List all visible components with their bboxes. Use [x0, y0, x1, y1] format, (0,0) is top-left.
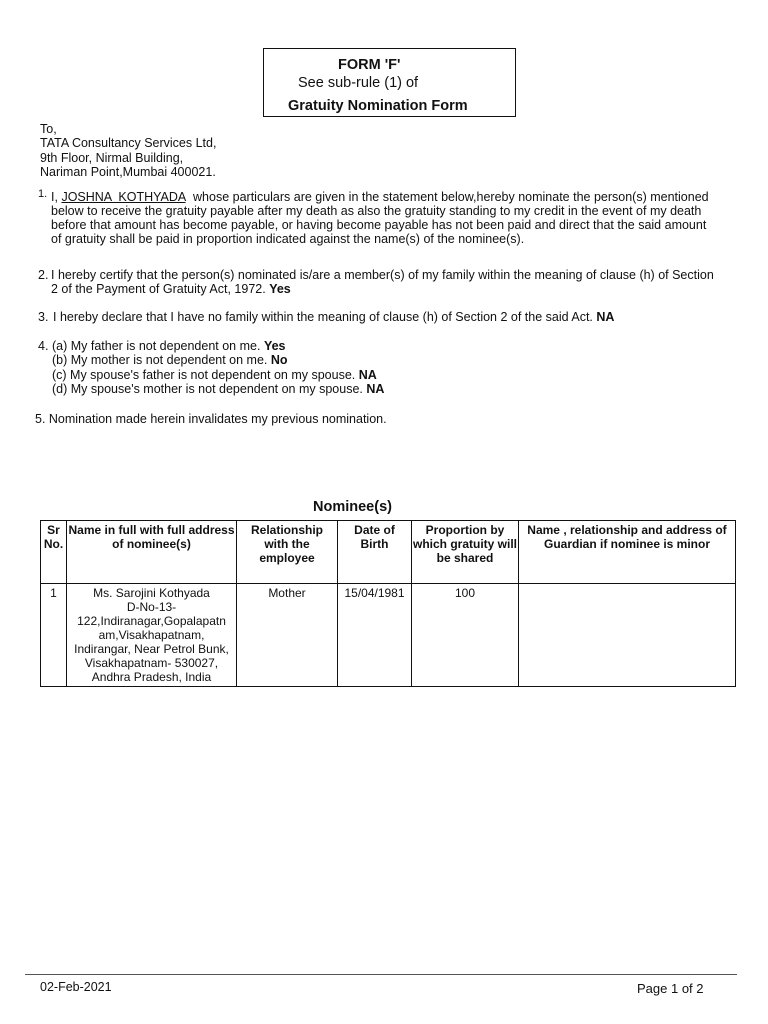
- header-guardian: Name , relationship and address of Guardian if nominee is minor: [519, 521, 736, 584]
- nominees-title: Nominee(s): [313, 499, 392, 515]
- statement-5: 5. Nomination made herein invalidates my previous nomination.: [35, 412, 387, 426]
- statement-4-item-answer: NA: [366, 382, 385, 396]
- cell-guardian: [519, 584, 736, 687]
- statement-4-item-text: (d) My spouse's mother is not dependent on my spouse.: [52, 382, 363, 396]
- statement-4-item-text: (a) My father is not dependent on me.: [52, 339, 261, 353]
- statement-1-line-1: [51, 190, 709, 205]
- name-line: Indirangar, Near Petrol Bunk,: [74, 642, 229, 656]
- address-line: To,: [40, 122, 57, 136]
- header-name: Name in full with full address of nominee(s): [67, 521, 237, 584]
- table-row: [41, 584, 736, 687]
- name-line: D-No-13-: [126, 600, 177, 614]
- statement-4-item: [52, 368, 377, 383]
- name-line: Andhra Pradesh, India: [91, 670, 212, 684]
- footer-page-number: Page 1 of 2: [637, 981, 704, 996]
- statement-4-item-answer: No: [270, 353, 288, 367]
- statement-4-item-text: (b) My mother is not dependent on me.: [52, 353, 268, 367]
- cell-name: [67, 584, 237, 687]
- header-relationship: Relationship with the employee: [237, 521, 338, 584]
- cell-proportion: 100: [412, 584, 519, 687]
- footer-date: 02-Feb-2021: [40, 980, 112, 994]
- form-heading: Gratuity Nomination Form: [288, 98, 468, 114]
- header-proportion: Proportion by which gratuity will be shared: [412, 521, 519, 584]
- statement-4-item: [52, 353, 288, 368]
- statement-4-item: [52, 339, 286, 354]
- employee-name: JOSHNA KOTHYADA: [61, 190, 186, 204]
- statement-2-line-1: I hereby certify that the person(s) nominated is/are a member(s) of my family within the meaning of clause (h) of Section: [51, 268, 714, 282]
- nominees-table: [40, 520, 736, 687]
- address-line: TATA Consultancy Services Ltd,: [40, 136, 217, 150]
- name-line: am,Visakhapatnam,: [98, 628, 205, 642]
- statement-2-line-2: [51, 282, 291, 297]
- header-dob: Date of Birth: [338, 521, 412, 584]
- statement-3-text: I hereby declare that I have no family within the meaning of clause (h) of Section 2 of the said Act.: [53, 310, 593, 324]
- statement-1-line-2: below to receive the gratuity payable after my death as also the gratuity standing to my credit in the event of my death: [51, 204, 702, 218]
- form-subtitle: See sub-rule (1) of: [298, 75, 419, 91]
- address-line: 9th Floor, Nirmal Building,: [40, 151, 184, 165]
- statement-3-answer: NA: [596, 310, 615, 324]
- statement-number: 3.: [38, 310, 49, 324]
- statement-number: 4.: [38, 339, 49, 353]
- address-line: Nariman Point,Mumbai 400021.: [40, 165, 216, 179]
- statement-1-line-4: of gratuity shall be paid in proportion indicated against the name(s) of the nominee(s).: [51, 232, 525, 246]
- footer-divider: [25, 974, 737, 975]
- statement-number: 2.: [38, 268, 49, 282]
- statement-1-prefix: I,: [51, 190, 58, 204]
- statement-number: 1.: [38, 188, 48, 200]
- statement-2-text: 2 of the Payment of Gratuity Act, 1972.: [51, 282, 266, 296]
- name-line: 122,Indiranagar,Gopalapatn: [77, 614, 226, 628]
- statement-3-line: [53, 310, 614, 325]
- statement-1-line-3: before that amount has become payable, or having become payable has not been paid and direct that the said amount: [51, 218, 707, 232]
- table-header-row: [41, 521, 736, 584]
- statement-4-item-answer: NA: [358, 368, 377, 382]
- cell-relationship: Mother: [237, 584, 338, 687]
- cell-dob: 15/04/1981: [338, 584, 412, 687]
- statement-4-item: [52, 382, 384, 397]
- statement-4-item-answer: Yes: [263, 339, 286, 353]
- statement-1-text: whose particulars are given in the statement below,hereby nominate the person(s) mentioned: [193, 190, 709, 204]
- statement-4-item-text: (c) My spouse's father is not dependent on my spouse.: [52, 368, 356, 382]
- statement-2-answer: Yes: [269, 282, 291, 296]
- cell-sr: 1: [41, 584, 67, 687]
- name-line: Ms. Sarojini Kothyada: [93, 586, 210, 600]
- name-line: Visakhapatnam- 530027,: [84, 656, 219, 670]
- form-title-box: [263, 48, 516, 117]
- form-title: FORM 'F': [338, 57, 401, 73]
- header-sr: Sr No.: [41, 521, 67, 584]
